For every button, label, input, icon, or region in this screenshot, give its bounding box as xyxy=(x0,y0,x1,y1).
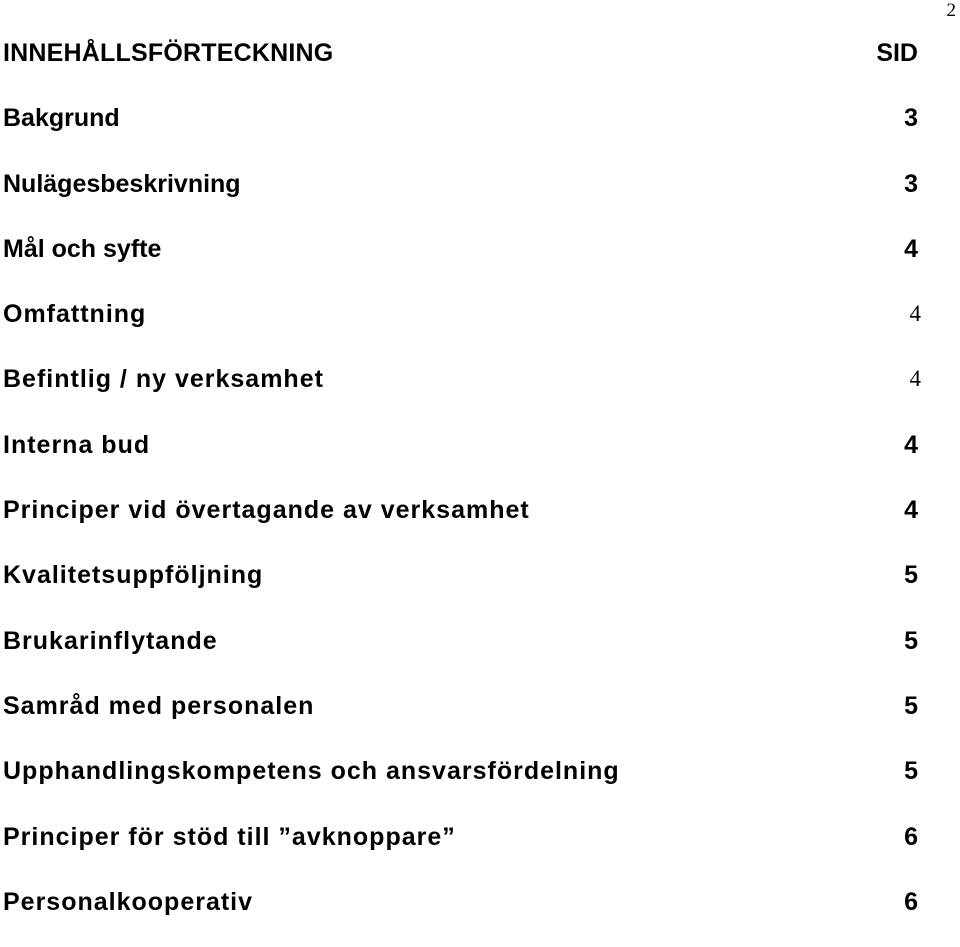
toc-entry-label: Principer för stöd till ”avknoppare” xyxy=(3,822,456,851)
toc-entry xyxy=(3,555,918,620)
toc-entry-page: 5 xyxy=(904,757,918,786)
page-number: 2 xyxy=(946,0,956,21)
toc-entry xyxy=(3,98,918,163)
toc-entry-label: Brukarinflytande xyxy=(3,626,218,655)
toc-entry xyxy=(3,621,918,686)
toc-entry-page: 6 xyxy=(904,822,918,851)
toc-entry-label: Samråd med personalen xyxy=(3,691,315,720)
toc-entry-label: Principer vid övertagande av verksamhet xyxy=(3,496,530,525)
toc-title: INNEHÅLLSFÖRTECKNING xyxy=(3,39,334,67)
table-of-contents xyxy=(3,33,921,947)
toc-entry-page: 4 xyxy=(904,234,918,263)
toc-entry-page: 3 xyxy=(904,169,918,198)
toc-entry xyxy=(3,164,918,229)
toc-entry-page: 4 xyxy=(909,366,921,392)
toc-entry xyxy=(3,686,918,751)
toc-entry-label: Nulägesbeskrivning xyxy=(3,169,241,198)
toc-entry-label: Mål och syfte xyxy=(3,234,162,263)
toc-entry-label: Interna bud xyxy=(3,430,151,459)
toc-entry xyxy=(3,425,918,490)
toc-entry-label: Upphandlingskompetens och ansvarsfördelning xyxy=(3,757,620,786)
toc-entry-label: Kvalitetsuppföljning xyxy=(3,561,264,590)
toc-entry xyxy=(3,294,921,359)
toc-entry-page: 4 xyxy=(904,430,918,459)
toc-entry-label: Befintlig / ny verksamhet xyxy=(3,365,324,394)
toc-entry xyxy=(3,229,918,294)
toc-entry xyxy=(3,490,918,555)
toc-entry-label: Bakgrund xyxy=(3,104,120,133)
page-column-label: SID xyxy=(876,39,918,67)
toc-entry-page: 5 xyxy=(904,561,918,590)
toc-entry xyxy=(3,751,918,816)
toc-entry xyxy=(3,817,918,882)
toc-entry-label: Omfattning xyxy=(3,300,147,329)
toc-entry-page: 6 xyxy=(904,887,918,916)
toc-entry-page: 5 xyxy=(904,691,918,720)
toc-header xyxy=(3,33,918,98)
toc-entry-page: 3 xyxy=(904,104,918,133)
toc-entry xyxy=(3,359,921,424)
toc-entry-page: 4 xyxy=(909,301,921,327)
toc-entry-page: 5 xyxy=(904,626,918,655)
toc-entry xyxy=(3,882,918,947)
toc-entry-page: 4 xyxy=(904,496,918,525)
toc-entry-label: Personalkooperativ xyxy=(3,887,254,916)
